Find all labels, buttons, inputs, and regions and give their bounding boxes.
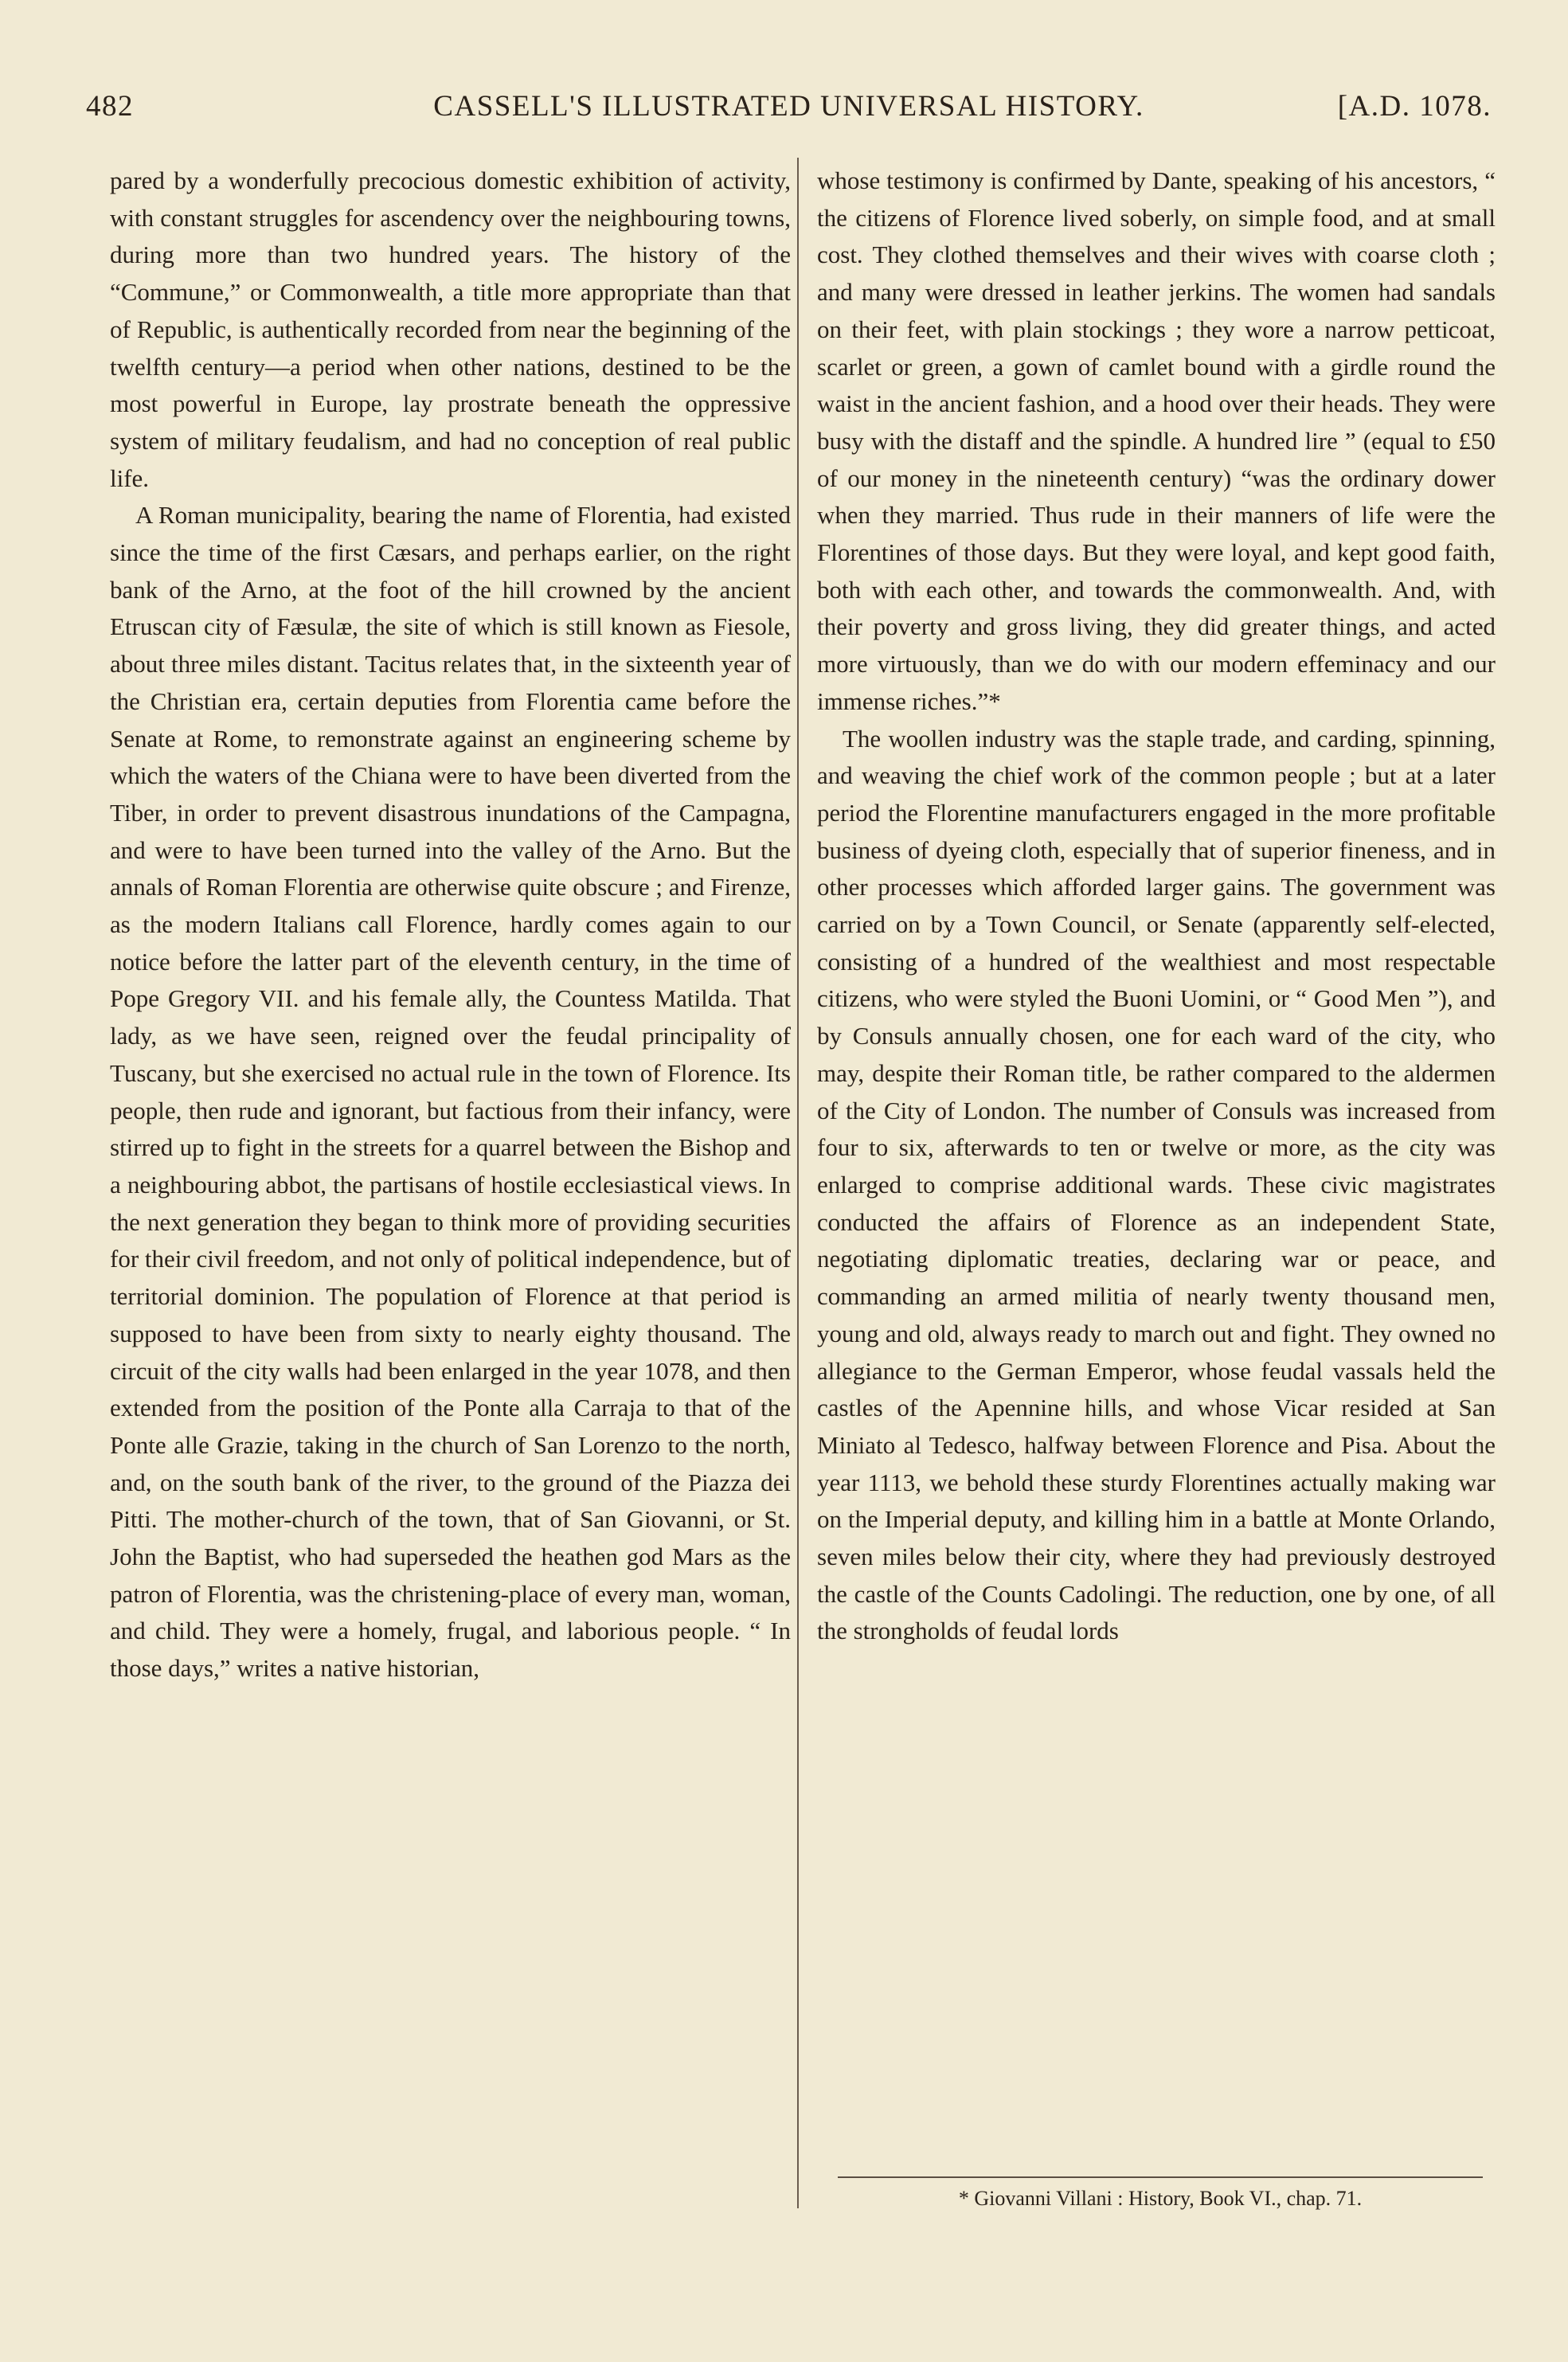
left-column	[110, 162, 791, 1687]
page-number: 482	[86, 90, 134, 123]
paragraph: A Roman municipality, bearing the name of Florentia, had existed since the time of the first Cæsars, and perhaps earlier, on the right bank of the Arno, at the foot of the hill crowned by the ancient Etruscan city of Fæsulæ, the site of which is still known as Fiesole, about three miles distant. Tacitus relates that, in the sixteenth year of the Christian era, certain deputies from Florentia came before the Senate at Rome, to remonstrate against an engineering scheme by which the waters of the Chiana were to have been diverted from the Tiber, in order to prevent disastrous inundations of the Campagna, and were to have been turned into the valley of the Arno. But the annals of Roman Florentia are otherwise quite obscure ; and Firenze, as the modern Italians call Florence, hardly comes again to our notice before the latter part of the eleventh century, in the time of Pope Gregory VII. and his female ally, the Countess Matilda. That lady, as we have seen, reigned over the feudal principality of Tuscany, but she exercised no actual rule in the town of Florence. Its people, then rude and ignorant, but factious from their infancy, were stirred up to fight in the streets for a quarrel between the Bishop and a neighbouring abbot, the partisans of hostile ecclesiastical views. In the next generation they began to think more of providing securities for their civil freedom, and not only of political independence, but of territorial dominion. The population of Florence at that period is supposed to have been from sixty to nearly eighty thousand. The circuit of the city walls had been enlarged in the year 1078, and then extended from the position of the Ponte alla Carraja to that of the Ponte alle Grazie, taking in the church of San Lorenzo to the north, and, on the south bank of the river, to the ground of the Piazza dei Pitti. The mother-church of the town, that of San Giovanni, or St. John the Baptist, who had superseded the heathen god Mars as the patron of Florentia, was the christening-place of every man, woman, and child. They were a homely, frugal, and laborious people. “ In those days,” writes a native historian,	[110, 501, 791, 1683]
paragraph: The woollen industry was the staple trade, and carding, spinning, and weaving the chief work of the common people ; but at a later period the Florentine manufacturers engaged in the more profitable business of dyeing cloth, especially that of superior fineness, and in other processes which afforded larger gains. The government was carried on by a Town Council, or Senate (apparently self-elected, consisting of a hundred of the wealthiest and most respectable citizens, who were styled the Buoni Uomini, or “ Good Men ”), and by Consuls annually chosen, one for each ward of the city, who may, despite their Roman title, be rather compared to the aldermen of the City of London. The number of Consuls was increased from four to six, afterwards to ten or twelve or more, as the city was enlarged to comprise additional wards. These civic magistrates conducted the affairs of Florence as an independent State, negotiating diplomatic treaties, declaring war or peace, and commanding an armed militia of nearly twenty thousand men, young and old, always ready to march out and fight. They owned no allegiance to the German Emperor, whose feudal vassals held the castles of the Apennine hills, and whose Vicar resided at San Miniato al Tedesco, halfway between Florence and Pisa. About the year 1113, we behold these sturdy Florentines actually making war on the Imperial deputy, and killing him in a battle at Monte Orlando, seven miles below their city, where they had previously destroyed the castle of the Counts Cadolingi. The reduction, one by one, of all the strongholds of feudal lords	[817, 724, 1496, 1645]
column-divider	[797, 158, 799, 2208]
running-title: CASSELL'S ILLUSTRATED UNIVERSAL HISTORY.	[433, 90, 1144, 123]
paragraph: pared by a wonderfully precocious domestic exhibition of activity, with constant struggles for ascendency over the neighbouring towns, during more than two hundred years. The history of the “Commune,” or Commonwealth, a title more appropriate than that of Republic, is authentically recorded from near the beginning of the twelfth century—a period when other nations, destined to be the most powerful in Europe, lay prostrate beneath the oppressive system of military feudalism, and had no conception of real public life.	[110, 166, 791, 492]
running-header	[86, 89, 1492, 137]
paragraph: whose testimony is confirmed by Dante, speaking of his ancestors, “ the citizens of Florence lived soberly, on simple food, and at small cost. They clothed themselves and their wives with coarse cloth ; and many were dressed in leather jerkins. The women had sandals on their feet, with plain stockings ; they wore a narrow petticoat, scarlet or green, a gown of camlet bound with a girdle round the waist in the ancient fashion, and a hood over their heads. They were busy with the distaff and the spindle. A hundred lire ” (equal to £50 of our money in the nineteenth century) “was the ordinary dower when they married. Thus rude in their manners of life were the Florentines of those days. But they were loyal, and kept good faith, both with each other, and towards the commonwealth. And, with their poverty and gross living, they did greater things, and acted more virtuously, than we do with our modern effeminacy and our immense riches.”*	[817, 166, 1496, 715]
footnote: * Giovanni Villani : History, Book VI., chap. 71.	[958, 2187, 1363, 2210]
header-date: [A.D. 1078.	[1337, 90, 1492, 123]
right-column	[817, 162, 1496, 1650]
footnote-rule	[838, 2176, 1483, 2178]
